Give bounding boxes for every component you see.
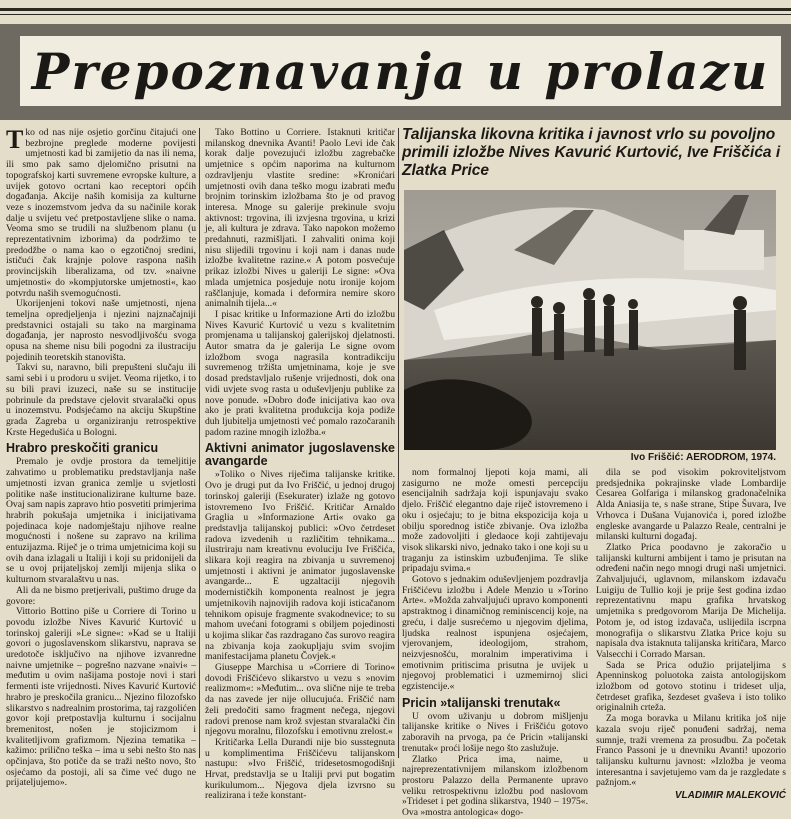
paragraph: Giuseppe Marchisa u »Corriere di Torino« dovodi Friščićevo slikarstvo u vezu s »novim realizmom«: »Međutim... ova slične nije te treba da nas zavede jer nije ollucujuća. Friščić nam želi predočiti samo fragment nečega, njegovi radovi prenose nam krož svjestan stvaralački čin njegovu moralnu, filozofsku i emotivnu zrelost.« — [205, 662, 395, 738]
column-1 — [6, 125, 196, 789]
paragraph: U ovom uživanju u dobrom mišljenju talijanske kritike o Nives i Friščiću gotovo zaboravih na prvoga, pa će Pricin »talijanski trenutak« proći lošije nego što zaslužuje. — [402, 710, 588, 754]
top-rule — [0, 8, 791, 11]
top-rule-thin — [0, 14, 791, 15]
paragraph: Vittorio Bottino piše u Corriere di Torino u povodu izložbe Nives Kavurić Kurtović u torinskoj galeriji »Le signe«: »Kad se u Italiji govori o jugoslavenskom slikarstvu, naprava se uredotoče isključivo na njihove izvanredne naivne umjetnike – pogrešno nazvane »naivi« – međutim u ovim našijama postoje novi i stari fermenti iste vrijednosti. Nives Kavurić Kurtović hrabro je preskočila granicu... Njezino filozofsko slikarstvo s nadrealnim prostorima, taj razgolićen govor koji pretpostavlja kulturnu i socijalnu bremenitost, nošen je stojicizmom i kvalitetljivom grafizmom. Njezina tematika – kažimo: prilično teška – ima u sebi nešto što nas opčinjava, što potiče da se traži nešto novo, što osjećamo da postoji, ali sa čime već dugo ne prijateljujemo». — [6, 606, 196, 789]
column-divider — [199, 128, 200, 758]
section-heading: Aktivni animator jugoslavenske avangarde — [205, 441, 395, 469]
drop-cap: T — [6, 125, 24, 154]
paragraph: Gotovo s jednakim oduševljenjem pozdravlja Friščićevu izložbu i Adele Menzio u »Torino Arte«. »Možda zahvaljujući upravo komponenti apstraktnog i dinamičnog reminiscencij koje, na greću, i dalje susrećemo u njegovim djelima, ljudska realnost ispunjena osjećajem, vjerovanjem, ideologijom, strahom, neizvjesnošću, moralnim imperativima i emotivnim pritiscima prisutna je uvijek u njegovoj problematici i uzmemirnoj slici egzistencije.« — [402, 574, 588, 693]
paragraph: »Toliko o Nives riječima talijanske kritike. Ovo je drugi put da Ivo Friščić, u jednoj drugoj torinskoj galeriji (Esekurater) izlaže ng gotovo istovremeno Ivo Friščić. Kritičar Arnaldo Graglia u »Informazione Arti« ovako ga predstavlja talijanskoj publici: »Ovo četrdeset radova izvedenih u različitim tehnikama... ilustriraju nam kreativnu evoluciju Ive Friščića, slikara koji reagira na zbivanja u suvremenoj umjetnosti i aktivni je animator jugoslavenske avangarde... E ugzaltaciji njegovih modernističkih komponenta realnost je jegra umjetnikovih najnovijih radova koji isticačanom tehnikom opisuje fragmente svakodnevice; to su mahom uvećani fotogrami s obiljem pojedinosti u kojima slikar čas razdragano čas surovo reagira na zbivanja koja zaokupljaju svim svojim manifestacijama planetu Čovjek.« — [205, 469, 395, 663]
paragraph: Kritičarka Lella Durandi nije bio susstegnuta u komplimentima Friščićevu talijanskom nastupu: »Ivo Friščić, tridesetosmogodišnji Hrvat, predstavlja se u Italiji prvi put bogatim kurikulumom... Njegova djela izvrsno su realizirana i teže konstant- — [205, 736, 395, 802]
column-2 — [205, 127, 395, 802]
paragraph: nom formalnoj ljepoti koja mami, ali zasigurno ne može omesti percepciju esencijalnih sadržaja koji ispunjavaju svako djelo. Friščić elegantno daje riječ istovremeno i oku i osjećaju; to je bitna ekspozicija koja u obilju sporednog ističe zbivanje. Ova izložba može zadovoljiti i gledaoce koji zahtijevaju visok slikarski nivo, jednako tako i one koji su u traganju za istinskim uzbuđenjima. Te slike pripadaju svima.« — [402, 467, 588, 575]
paragraph: Zlatko Prica ima, naime, u najreprezentativnijem milanskom izložbenom prostoru Palazzo della Permanente upravo veliku retrospektivnu izložbu pod naslovom »Trideset i pet godina slikarstva, 1940 – 1975«. Ova »mostra antologica« dogo- — [402, 753, 588, 819]
paragraph: Ali da ne bismo pretjerivali, puštimo druge da govore: — [6, 584, 196, 607]
column-3 — [402, 467, 588, 819]
paragraph: Ukorijenjeni tokovi naše umjetnosti, njena temeljna opredjeljenja i njezini najznačajniji predstavnici ostajali su tako na marginama događanja, jer naprosto nesvodljivošću svoga opusa na sheme nisu bili pogodni za ilustraciju pojedinih teoretskih stanovišta. — [6, 298, 196, 363]
paragraph: Tako Bottino u Corriere. Istaknuti kritičar milanskog dnevnika Avanti! Paolo Levi ide čak korak dalje povezujući izložbu zagrebačke umjetnice s općim naporima na kulturnom ozdravljenju vlastite sredine: »Kronićari umjetnosti ovih dana teško mogu izabrati među brojnim torinskim izložbama što je od pravog interesa. Mnoge su galerije prekinule svoju aktivnost: trgovina, ili izvjesna trgovina, u krizi je, ali kultura je zdrava. Tako napokon možemo predahnuti, razmišljati. I zahvaliti onima koji nisu slijedili trgovinu i koji nam i danas nude izložbe kvalitetne razine.« A potom posvećuje prikaz izložbi Nives u galeriji Le signe: »Ova mlada umjetnica posjeduje notu ironije kojom raščlanjuje, komada i deformira nemire skoro animalnih tijela...« — [205, 127, 395, 310]
photo-caption: Ivo Friščić: AERODROM, 1974. — [630, 452, 776, 463]
paragraph: Premalo je ovdje prostora da temeljitije zahvatimo u problematiku predstavljanja naše umjetnosti izvan granica zemlje u svjetlosti politike naše institucionalizirane kulturne baze. Ovaj sam napis zapravo htio posvetiti primjerima hrabrih pokušaja umjetnika i inicijativama pojedinaca koje nadomještaju njihove realne mogućnosti i nošene su zapravo na krilima entuzijazma. Riječ je o trima umjetnicima koji su ovih dana izlagali u Italiji i koji su pridonijeli da se u ovoj prijateljskoj zemlji mijenja slika o kulturnom stvaralaštvu u nas. — [6, 456, 196, 586]
author-signature: VLADIMIR MALEKOVIĆ — [674, 790, 786, 802]
paragraph: ko od nas nije osjetio gorčinu čitajući one bezbrojne pregledе moderne povijesti umjetnosti kad bi zamijetio da nas ili nema, ili smo pak samo djelomično prisutni na topografskoj karti suvremene evropske kulture, a uvijek gotovo ocrtani kao receptori općih događanja. Akcije naših komisija za kulturne veze s inozemstvom jedva da su načinile korak dalje u svijetu već pretpostavljene slike o nama. Veoma smo se trudili na službenom planu (u reprezentativnim izborima) da podržimo te predodžbe o nama kao o egzotičnoj sredini, ističući čak krajnje polove raspona naših provincijskih liberalizama, od tzv. »naivne umjetnosti« do »kompjutorske umjetnosti«, kao potvrdu naših svemogućnosti. — [6, 127, 196, 299]
section-heading: Pricin »talijanski trenutak« — [402, 695, 561, 710]
title-band — [0, 24, 791, 120]
section-heading: Hrabro preskočiti granicu — [6, 441, 159, 456]
paragraph: Takvi su, naravno, bili prepušteni slučaju ili sami sebi i u prodoru u svijet. Veoma rijetko, i to su bili pravi izuzeci, naše su se institucije pobrinule da predstave cjelovit stvaralački opus u inozemstvu. Podsjećamo na akciju Skupštine grada Zagreba u organiziranju retrospektive Krste Hegedušića u Bologni. — [6, 362, 196, 438]
article-subhead: Talijanska likovna kritika i javnost vrlo su povoljno primili izložbe Nives Kavurić Kurtović, Ive Friščića i Zlatka Price — [402, 126, 781, 179]
paragraph: dila se pod visokim pokroviteljstvom predsjednika pokrajinske vlade Lombardije Cesarea Golfariga i milanskog gradonačelnika Alda Aniasija te, s naše strane, Stipe Šuvara, Ive Vrhovca i Dušana Vujanovića i, pored izložbe engleske avangarde u Palazzo Reale, centralni je milanski kulturni događaj. — [596, 467, 786, 543]
column-4 — [596, 467, 786, 802]
paragraph: Za moga boravka u Milanu kritika još nije kazala svoju riječ ponuđeni sadržaj, nema sumnje, traži vremena za prosudbu. Za početak Franco Passoni je u dnevniku Avanti! upozorio talijansku kulturnu javnost: »Izložba je veoma interesantna i savjetujemo vam da je razgledate s pažnjom.« — [596, 713, 786, 789]
paragraph: Sada se Prica odužio prijateljima s Apenninskog poluotoka zaista antologijskom izložbom od gotovo stotinu i trideset ulja, četrdeset grafika, šezdeset gvaševa i isto toliko originalnih crteža. — [596, 659, 786, 714]
column-divider — [398, 128, 399, 758]
paragraph: Zlatko Prica poodavno je zakoračio u talijanski kulturni ambijent i tamo je prisutan na određeni način nego mnogi drugi naši umjetnici. Zahvaljujući, uglavnom, milanskom izdavaču Luigiju de Tullio koji je prije šest godina izdao reprezentativnu mapu grafika hrvatskog umjetnika s predgovorom Marija De Michelija. Potom je, od istog izdavača, uslijedila iscrpna monografija o slikarstvu Zlatka Price koju su napisala dva istaknuta talijanska kritičara, Marco Valsecchi i Corrado Marsan. — [596, 541, 786, 660]
artwork-photo — [404, 190, 776, 450]
article-title: Prepoznavanja u prolazu — [20, 36, 781, 106]
paragraph: I pisac kritike u Informazione Arti do izložbu Nives Kavurić Kurtović u vezu s kvalitetnim promjenama u talijanskoj galerijskoj djelatnosti. Autor smatra da je galerija Le signe ovom izložbom svoga nagrasila kontradikciju suvremenog tržišta umjetninama, koje je sve dosad predstavljalo rušenje vrijednosti, dok ona vidi uvjete svog rasta u oduševljenju publike za nove ponude. »Dobro dođe inicijativa kao ova ako je prati kvalitetna produkcija koja podiže duh ljubitelja umjetnosti već pomalo razočaranih padom razine mnogih izložba.« — [205, 308, 395, 438]
